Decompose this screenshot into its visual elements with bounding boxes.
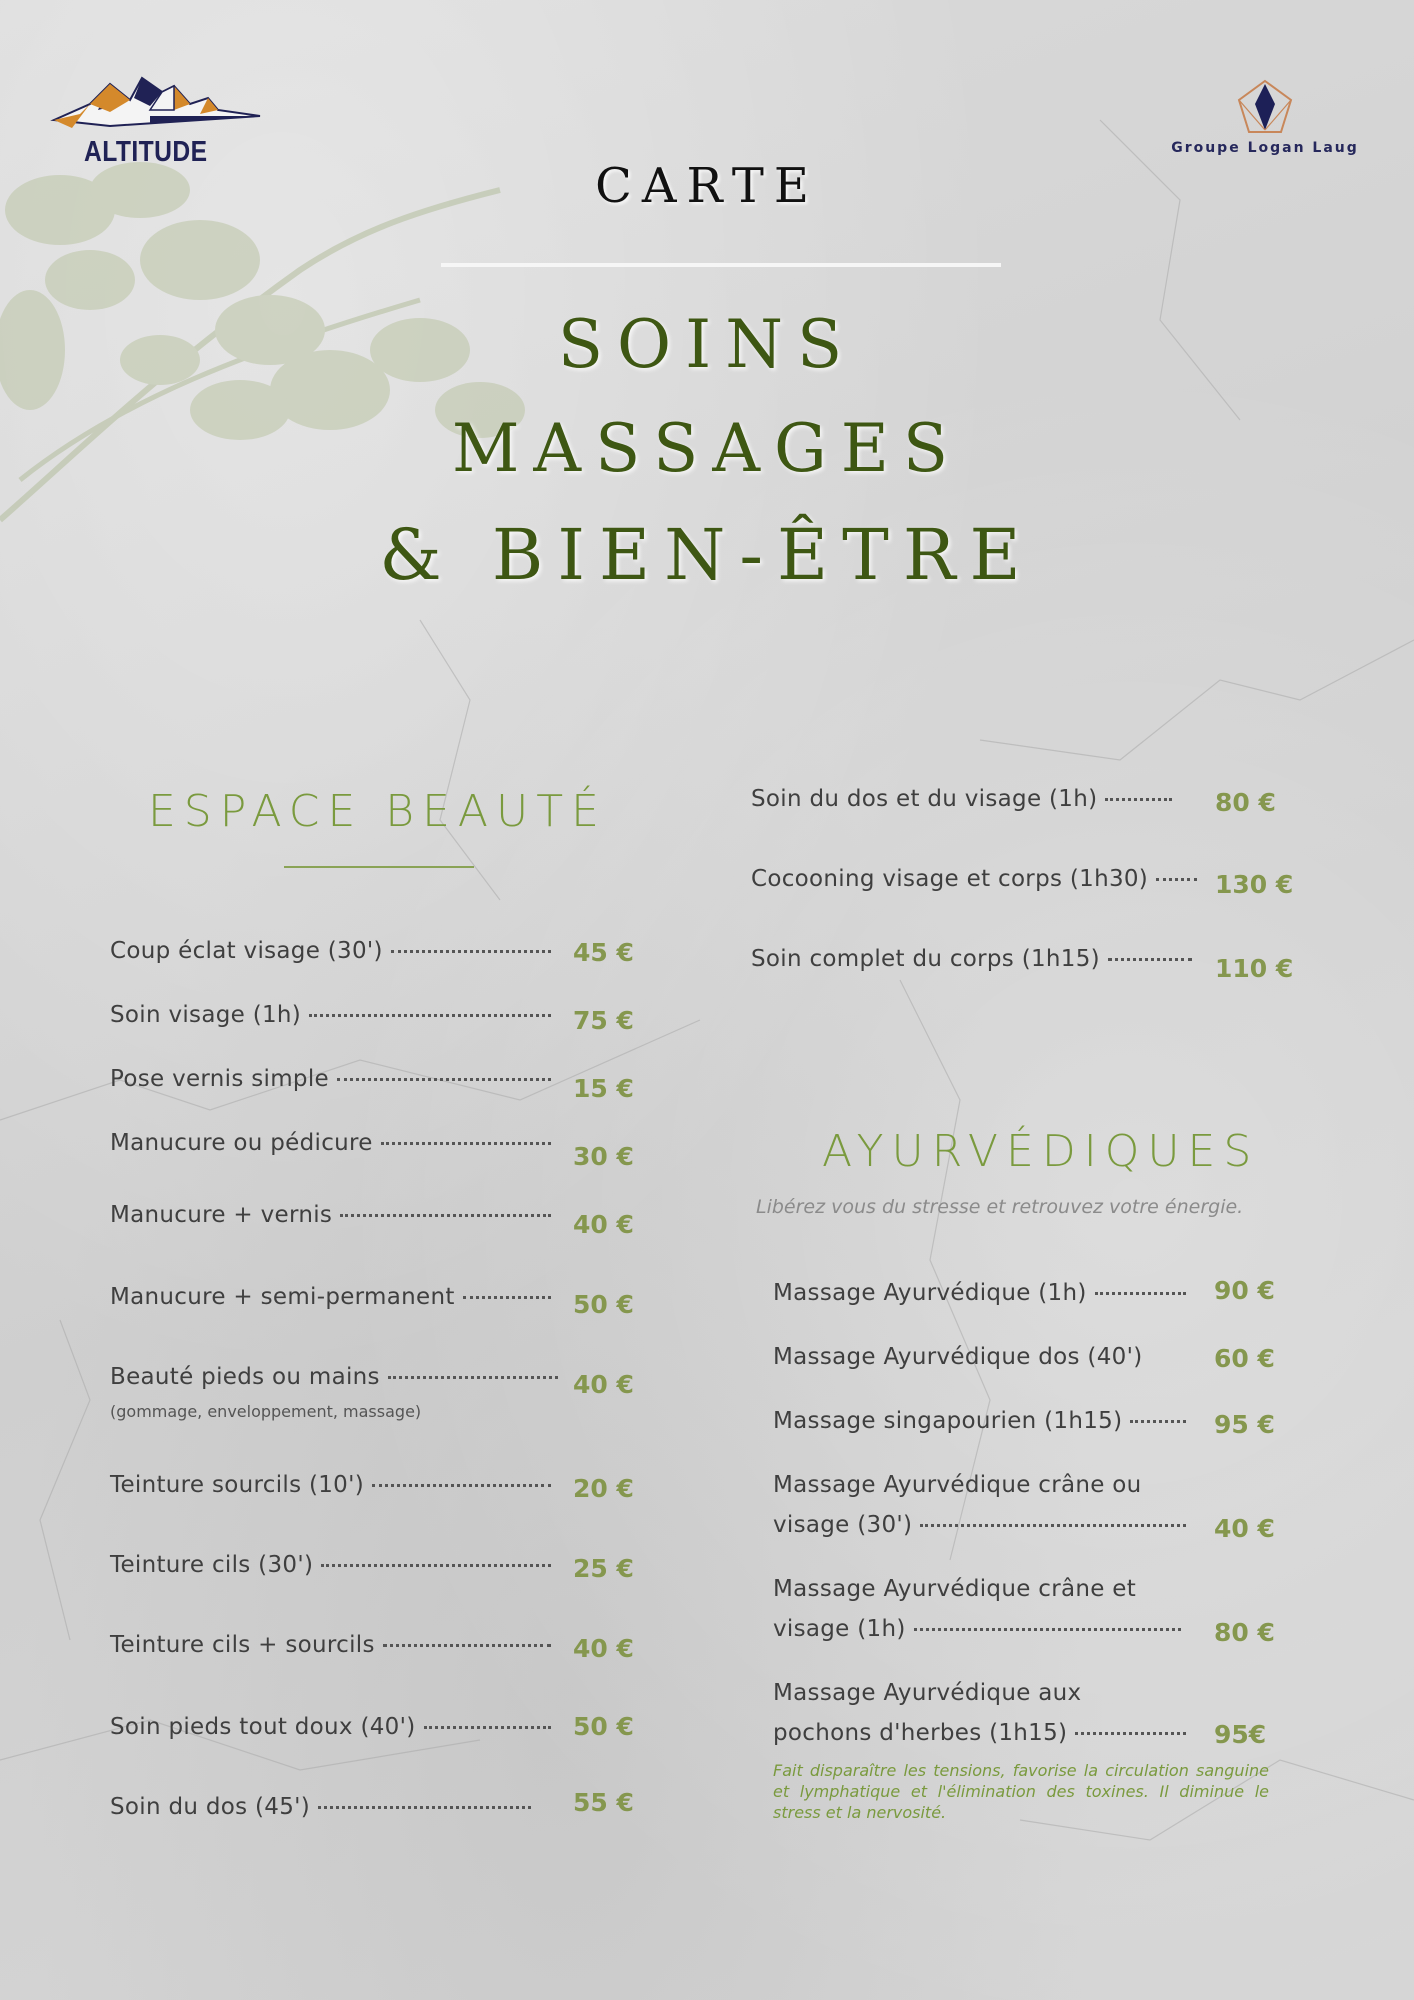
item-price: 80 € xyxy=(1215,788,1276,817)
leader-dots xyxy=(321,1564,551,1567)
item-price: 55 € xyxy=(573,1788,634,1817)
menu-item xyxy=(773,1280,1190,1306)
menu-item xyxy=(110,1284,555,1310)
item-label: Coup éclat visage (30') xyxy=(110,938,383,964)
leader-dots xyxy=(340,1214,551,1217)
item-label: Cocooning visage et corps (1h30) xyxy=(751,866,1149,892)
item-price: 40 € xyxy=(1214,1514,1275,1543)
item-label: Beauté pieds ou mains xyxy=(110,1364,380,1390)
item-price: 40 € xyxy=(573,1210,634,1239)
menu-item xyxy=(110,1552,555,1578)
leader-dots xyxy=(463,1296,551,1299)
menu-item xyxy=(110,1130,555,1156)
item-price: 110 € xyxy=(1215,954,1294,983)
leader-dots xyxy=(383,1644,551,1647)
menu-item xyxy=(773,1512,1190,1538)
leader-dots xyxy=(1105,798,1172,801)
section-title-espace-beaute: ESPACE BEAUTÉ xyxy=(148,786,607,837)
item-price: 15 € xyxy=(573,1074,634,1103)
item-price: 40 € xyxy=(573,1634,634,1663)
item-price: 30 € xyxy=(573,1142,634,1171)
menu-item xyxy=(110,1364,562,1390)
item-label: Pose vernis simple xyxy=(110,1066,329,1092)
item-price: 45 € xyxy=(573,938,634,967)
item-label: Manucure ou pédicure xyxy=(110,1130,373,1156)
item-price: 40 € xyxy=(573,1370,634,1399)
item-label: Soin complet du corps (1h15) xyxy=(751,946,1100,972)
title-line-bien-etre: & BIEN-ÊTRE xyxy=(379,514,1035,596)
item-price: 50 € xyxy=(573,1290,634,1319)
leader-dots xyxy=(372,1484,551,1487)
leader-dots xyxy=(309,1014,551,1017)
item-label: Soin du dos (45') xyxy=(110,1794,311,1820)
item-description: Fait disparaître les tensions, favorise la circulation sanguine et lymphatique et l'élimination des toxines. Il diminue le stress et la nervosité. xyxy=(773,1761,1269,1822)
menu-item xyxy=(110,938,555,964)
menu-item xyxy=(773,1616,1185,1642)
item-label-line2: pochons d'herbes (1h15) xyxy=(773,1720,1068,1746)
item-price: 95€ xyxy=(1214,1720,1267,1749)
menu-item xyxy=(110,1202,555,1228)
item-price: 95 € xyxy=(1214,1410,1275,1439)
leader-dots xyxy=(1130,1420,1186,1423)
leader-dots xyxy=(337,1078,551,1081)
item-label: Teinture cils (30') xyxy=(110,1552,314,1578)
item-label: Teinture sourcils (10') xyxy=(110,1472,365,1498)
item-price: 20 € xyxy=(573,1474,634,1503)
item-label: Soin visage (1h) xyxy=(110,1002,302,1028)
item-price: 50 € xyxy=(573,1712,634,1741)
item-label-line1: Massage Ayurvédique aux xyxy=(773,1680,1082,1706)
item-price: 25 € xyxy=(573,1554,634,1583)
brand-left-name: ALTITUDE xyxy=(84,136,208,168)
section-subtitle: Libérez vous du stresse et retrouvez votre énergie. xyxy=(756,1196,1244,1218)
item-price: 80 € xyxy=(1214,1618,1275,1647)
leader-dots xyxy=(1095,1292,1186,1295)
item-label-line2: visage (1h) xyxy=(773,1616,906,1642)
item-label-line2: visage (30') xyxy=(773,1512,913,1538)
title-divider xyxy=(441,263,1001,267)
item-label: Teinture cils + sourcils xyxy=(110,1632,375,1658)
menu-item xyxy=(773,1408,1190,1434)
menu-item xyxy=(773,1344,1190,1370)
leader-dots xyxy=(914,1628,1181,1631)
leader-dots xyxy=(1075,1732,1186,1735)
brand-right-name: Groupe Logan Laug xyxy=(1171,140,1359,156)
menu-item xyxy=(751,866,1201,892)
item-label: Massage Ayurvédique (1h) xyxy=(773,1280,1087,1306)
leader-dots xyxy=(1108,958,1192,961)
leader-dots xyxy=(424,1726,552,1729)
logan-laug-logo xyxy=(1150,78,1380,168)
menu-item xyxy=(751,946,1196,972)
leader-dots xyxy=(388,1376,558,1379)
menu-item xyxy=(110,1714,555,1740)
title-line-soins: SOINS xyxy=(557,306,857,383)
item-label: Soin du dos et du visage (1h) xyxy=(751,786,1098,812)
mountain-icon xyxy=(50,70,270,140)
item-label-line1: Massage Ayurvédique crâne ou xyxy=(773,1472,1142,1498)
menu-item xyxy=(773,1720,1190,1746)
item-price: 60 € xyxy=(1214,1344,1275,1373)
title-line-massages: MASSAGES xyxy=(451,410,963,487)
leader-dots xyxy=(920,1524,1186,1527)
item-label: Massage Ayurvédique dos (40') xyxy=(773,1344,1143,1370)
section-divider-beaute xyxy=(284,866,474,868)
item-price: 90 € xyxy=(1214,1276,1275,1305)
menu-item xyxy=(110,1472,555,1498)
leader-dots xyxy=(318,1806,531,1809)
leader-dots xyxy=(381,1142,551,1145)
menu-item xyxy=(110,1002,555,1028)
carte-heading: CARTE xyxy=(595,158,819,214)
menu-item xyxy=(110,1066,555,1092)
menu-item xyxy=(110,1632,555,1658)
item-label-line1: Massage Ayurvédique crâne et xyxy=(773,1576,1137,1602)
item-label: Manucure + vernis xyxy=(110,1202,333,1228)
item-label: Massage singapourien (1h15) xyxy=(773,1408,1123,1434)
item-price: 130 € xyxy=(1215,870,1294,899)
leader-dots xyxy=(391,950,551,953)
item-label: Manucure + semi-permanent xyxy=(110,1284,455,1310)
leader-dots xyxy=(1156,878,1197,881)
menu-item xyxy=(751,786,1176,812)
pentagon-icon xyxy=(1235,78,1295,136)
item-label: Soin pieds tout doux (40') xyxy=(110,1714,416,1740)
section-title-ayurvediques: AYURVÉDIQUES xyxy=(822,1126,1260,1177)
item-price: 75 € xyxy=(573,1006,634,1035)
item-note: (gommage, enveloppement, massage) xyxy=(110,1402,422,1421)
menu-item xyxy=(110,1794,535,1820)
